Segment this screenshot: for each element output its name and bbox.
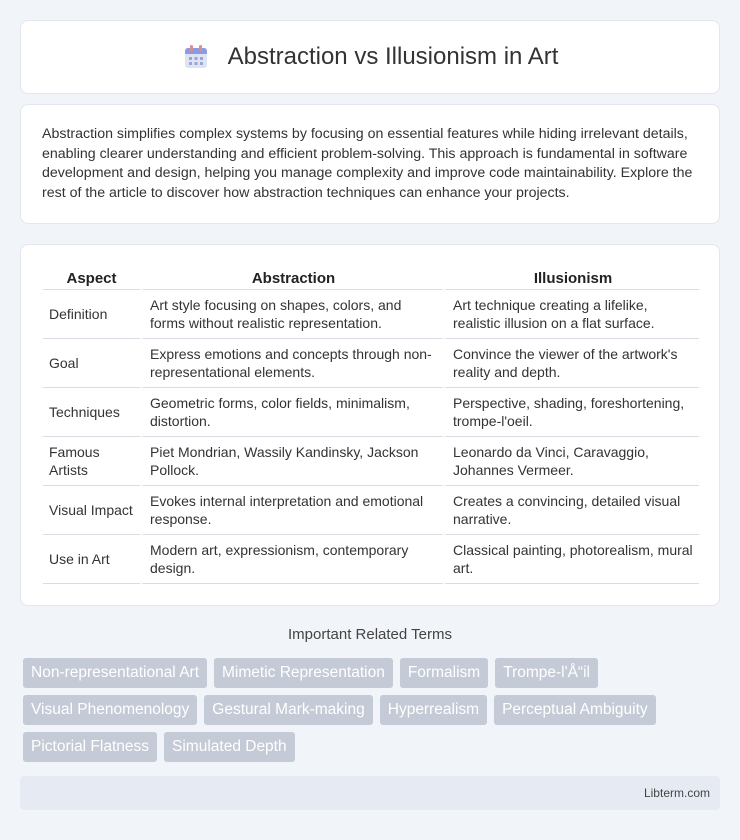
related-term-tag[interactable]: Mimetic Representation bbox=[214, 658, 393, 688]
table-cell-illusionism: Perspective, shading, foreshortening, trompe-l'oeil. bbox=[443, 388, 699, 437]
table-cell-abstraction: Evokes internal interpretation and emotional response. bbox=[140, 486, 443, 535]
table-row bbox=[43, 388, 699, 437]
table-cell-illusionism: Art technique creating a lifelike, realistic illusion on a flat surface. bbox=[443, 290, 699, 339]
calendar-icon bbox=[182, 43, 210, 71]
table-row bbox=[43, 486, 699, 535]
table-cell-aspect: Goal bbox=[43, 339, 140, 388]
table-row bbox=[43, 437, 699, 486]
table-cell-abstraction: Art style focusing on shapes, colors, and forms without realistic representation. bbox=[140, 290, 443, 339]
comparison-table-card bbox=[20, 244, 720, 606]
table-row bbox=[43, 339, 699, 388]
table-header-row bbox=[43, 267, 699, 290]
related-term-tag[interactable]: Gestural Mark-making bbox=[204, 695, 372, 725]
related-term-tag[interactable]: Visual Phenomenology bbox=[23, 695, 197, 725]
table-row bbox=[43, 290, 699, 339]
intro-text: Abstraction simplifies complex systems by focusing on essential features while hiding irrelevant details, enabling clearer understanding and efficient problem-solving. This approach is fundamental in software development and design, helping you manage complexity and improve code maintainability. Explore the rest of the article to discover how abstraction techniques can enhance your projects. bbox=[42, 126, 693, 201]
table-cell-illusionism: Convince the viewer of the artwork's reality and depth. bbox=[443, 339, 699, 388]
footer bbox=[20, 776, 720, 810]
related-term-tag[interactable]: Pictorial Flatness bbox=[23, 732, 157, 762]
column-header-illusionism: Illusionism bbox=[443, 267, 699, 290]
related-terms-title: Important Related Terms bbox=[288, 626, 452, 643]
table-cell-aspect: Techniques bbox=[43, 388, 140, 437]
table-cell-aspect: Famous Artists bbox=[43, 437, 140, 486]
related-term-tag[interactable]: Simulated Depth bbox=[164, 732, 295, 762]
footer-site-link[interactable]: Libterm.com bbox=[643, 786, 710, 800]
table-cell-illusionism: Creates a convincing, detailed visual narrative. bbox=[443, 486, 699, 535]
header-card bbox=[20, 20, 720, 94]
comparison-table bbox=[43, 267, 699, 584]
table-cell-illusionism: Leonardo da Vinci, Caravaggio, Johannes Vermeer. bbox=[443, 437, 699, 486]
table-cell-illusionism: Classical painting, photorealism, mural art. bbox=[443, 535, 699, 584]
table-cell-aspect: Definition bbox=[43, 290, 140, 339]
table-cell-aspect: Visual Impact bbox=[43, 486, 140, 535]
table-cell-aspect: Use in Art bbox=[43, 535, 140, 584]
column-header-abstraction: Abstraction bbox=[140, 267, 443, 290]
related-term-tag[interactable]: Formalism bbox=[400, 658, 488, 688]
table-cell-abstraction: Express emotions and concepts through non-representational elements. bbox=[140, 339, 443, 388]
related-term-tag[interactable]: Non-representational Art bbox=[23, 658, 207, 688]
table-cell-abstraction: Geometric forms, color fields, minimalism, distortion. bbox=[140, 388, 443, 437]
related-term-tag[interactable]: Perceptual Ambiguity bbox=[494, 695, 656, 725]
table-cell-abstraction: Modern art, expressionism, contemporary design. bbox=[140, 535, 443, 584]
intro-card bbox=[20, 104, 720, 224]
related-terms-list bbox=[23, 658, 713, 762]
related-term-tag[interactable]: Trompe-l'Å“il bbox=[495, 658, 598, 688]
table-cell-abstraction: Piet Mondrian, Wassily Kandinsky, Jackson Pollock. bbox=[140, 437, 443, 486]
page-title: Abstraction vs Illusionism in Art bbox=[227, 43, 559, 70]
table-row bbox=[43, 535, 699, 584]
related-term-tag[interactable]: Hyperrealism bbox=[380, 695, 487, 725]
column-header-aspect: Aspect bbox=[43, 267, 140, 290]
header bbox=[182, 43, 559, 71]
